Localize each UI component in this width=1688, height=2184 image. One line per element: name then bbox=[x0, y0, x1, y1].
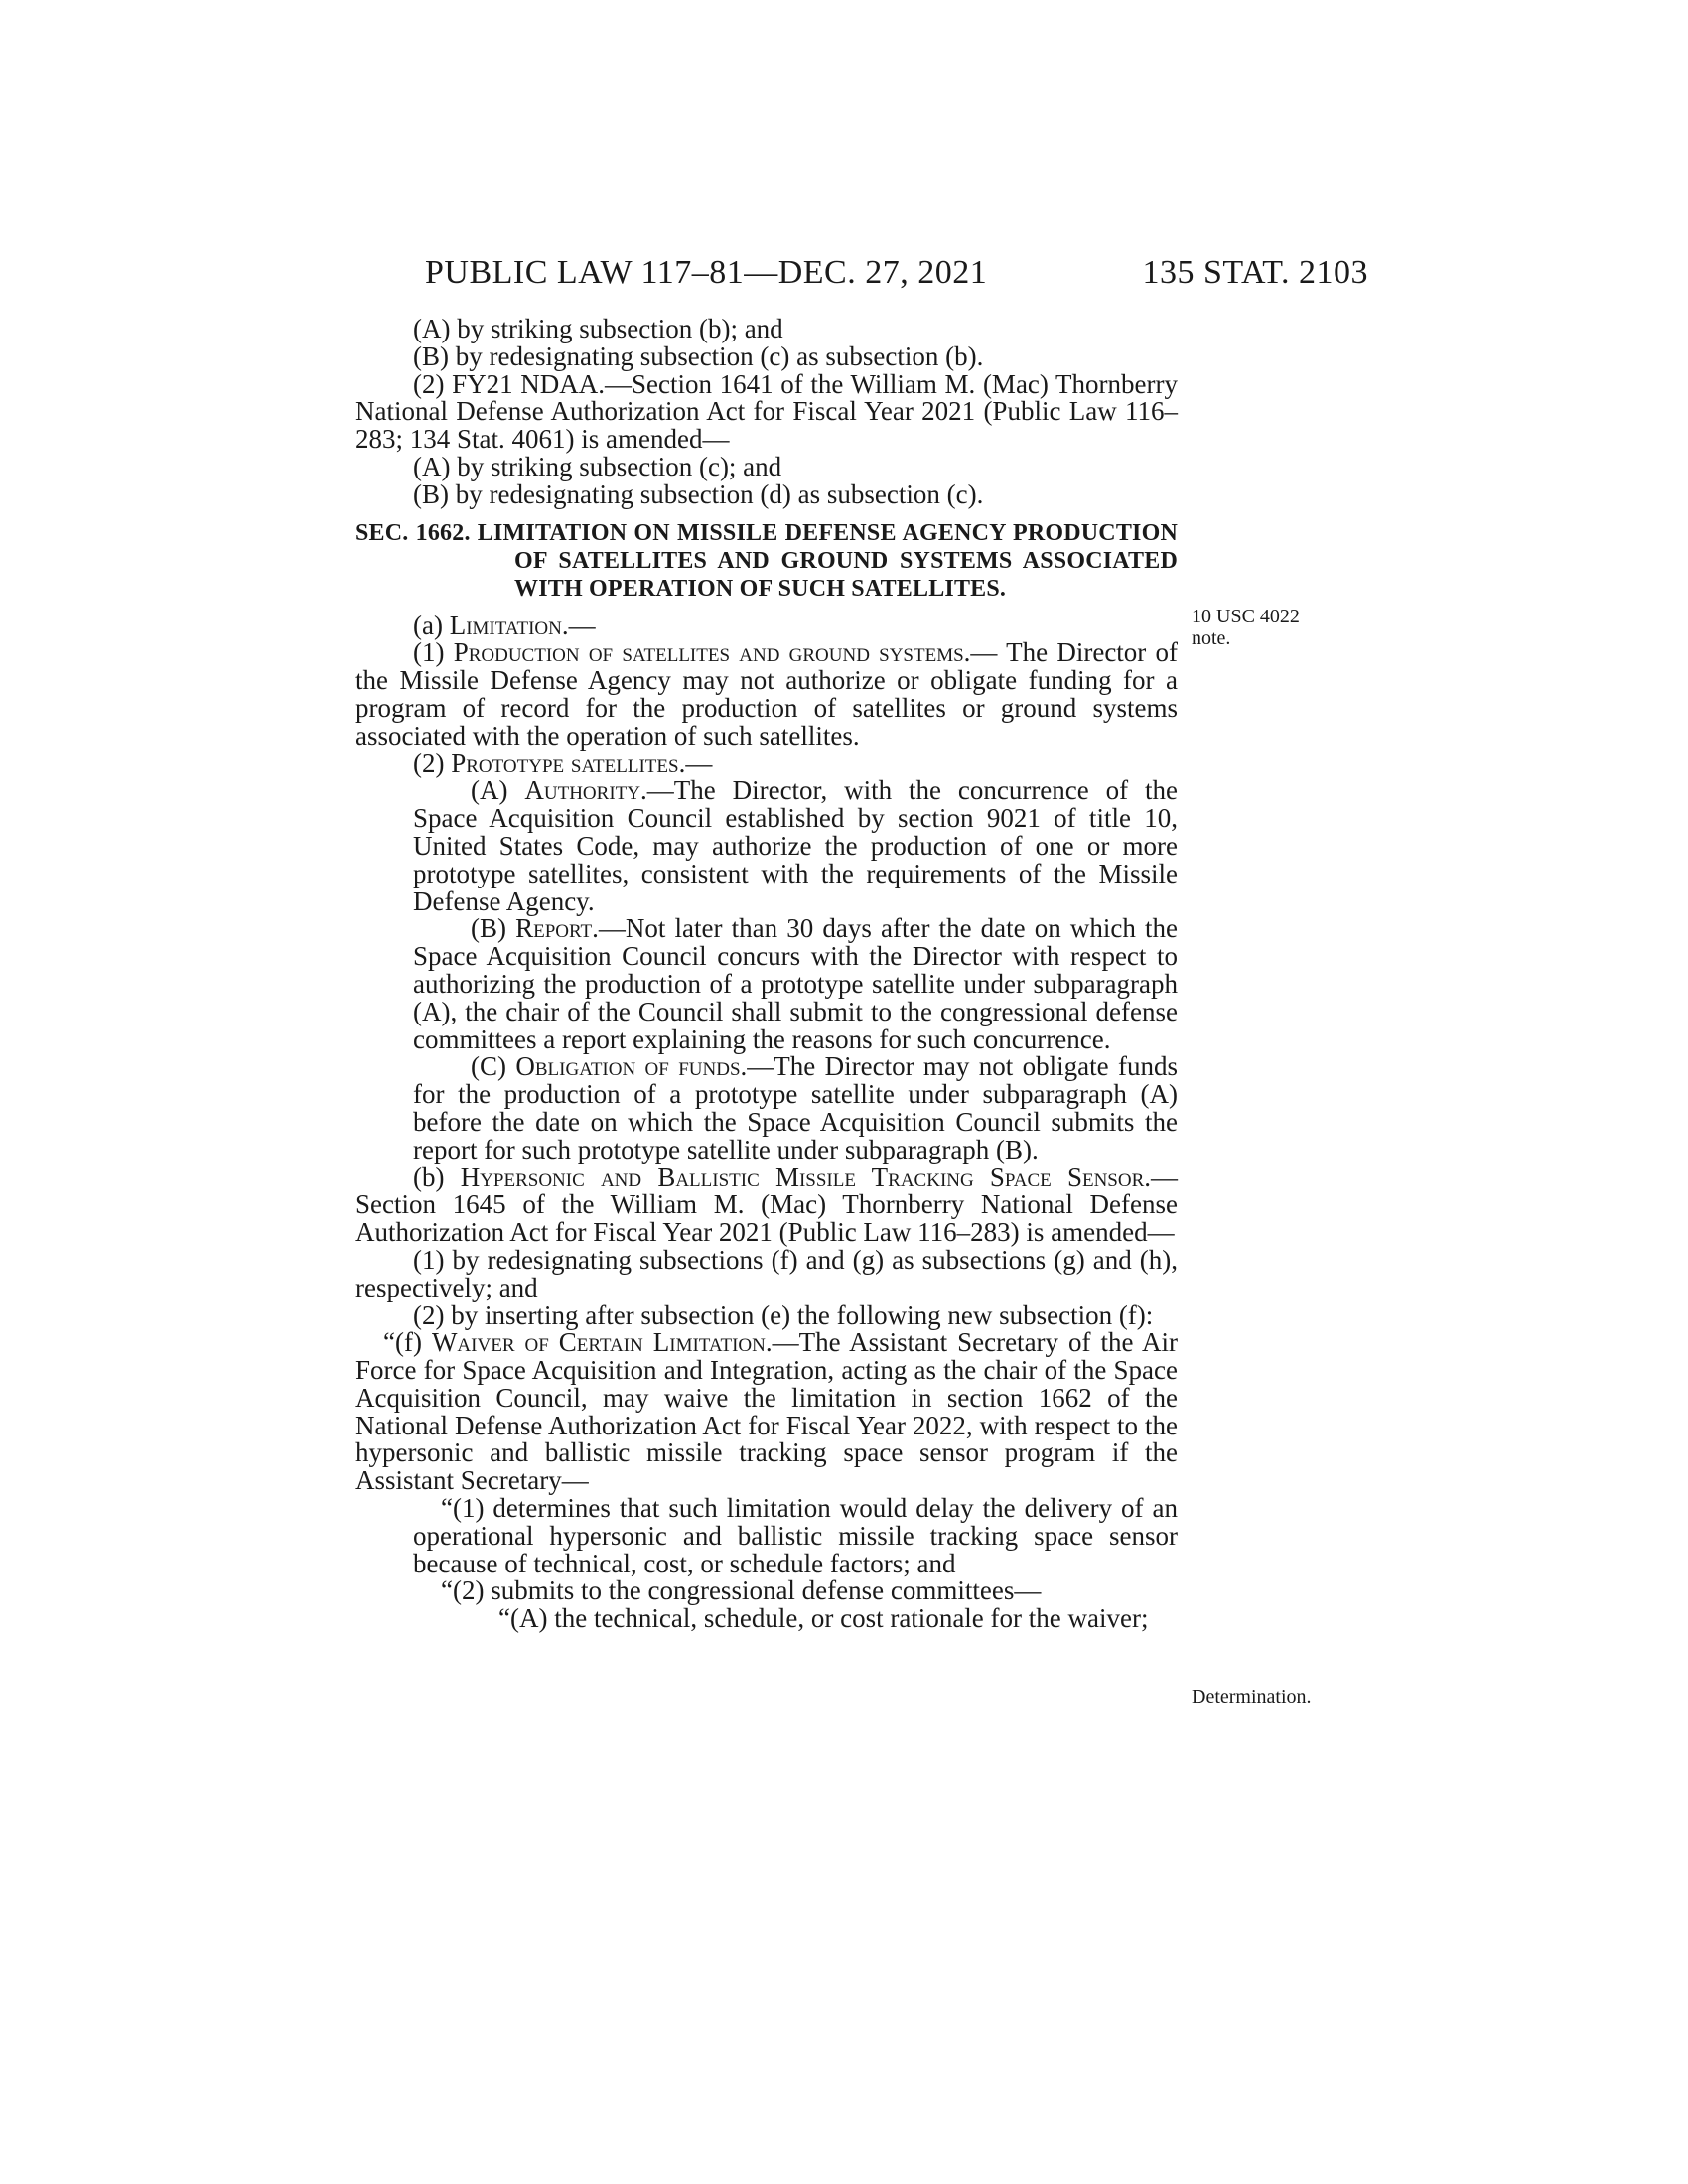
paragraph-1b: (B) by redesignating subsection (c) as subsection (b). bbox=[413, 341, 984, 371]
header-public-law: PUBLIC LAW 117–81—DEC. 27, 2021 bbox=[425, 254, 988, 291]
margin-note-usc bbox=[1192, 606, 1300, 649]
subparagraph-a-2-A: (A) Authority.—The Director, with the concurrence of the Space Acquisition Council established by section 9021 of title 10, United States Code, may authorize the production of one or more prototype satellites, consistent with the requirements of the Missile Defense Agency. bbox=[413, 775, 1179, 916]
quoted-f-2-A: “(A) the technical, schedule, or cost rationale for the waiver; bbox=[498, 1603, 1149, 1634]
subsection-a-2: (2) Prototype satellites.— bbox=[413, 748, 713, 778]
page-header bbox=[425, 254, 1368, 294]
paragraph-2b: (B) by redesignating subsection (d) as subsection (c). bbox=[413, 478, 984, 509]
paragraph-1a: (A) by striking subsection (b); and bbox=[413, 314, 783, 343]
margin-note-determination: Determination. bbox=[1192, 1686, 1312, 1707]
paragraph-2a: (A) by striking subsection (c); and bbox=[413, 451, 782, 481]
header-stat-page: 135 STAT. 2103 bbox=[1142, 254, 1368, 291]
margin-note-usc-line2: note. bbox=[1192, 627, 1231, 649]
subparagraph-a-2-B: (B) Report.—Not later than 30 days after the date on which the Space Acquisition Council concurs with the Director with respect to authorizing the production of a prototype satellite under subparagraph (A), the chair of the Council shall submit to the congressional defense committees a report explaining the reasons for such concurrence. bbox=[413, 913, 1178, 1054]
statute-body bbox=[355, 316, 1178, 1633]
subsection-a-1: (1) Production of satellites and ground systems.— The Director of the Missile Defense Agency may not authorize or obligate funding for a program of record for the production of satellites or ground systems associated with the operation of such satellites. bbox=[355, 637, 1179, 751]
quoted-f-2: “(2) submits to the congressional defense committees— bbox=[441, 1575, 1042, 1606]
subparagraph-a-2-C: (C) Obligation of funds.—The Director may not obligate funds for the production of a prototype satellite under subparagraph (A) before the date on which the Space Acquisition Council submits the report for such prototype satellite under subparagraph (B). bbox=[413, 1051, 1178, 1164]
subsection-a: (a) Limitation.— bbox=[413, 610, 596, 640]
margin-note-usc-line1: 10 USC 4022 bbox=[1192, 606, 1300, 627]
section-heading: SEC. 1662. LIMITATION ON MISSILE DEFENSE AGENCY PRODUCTION OF SATELLITES AND GROUND SYSTEMS ASSOCIATED WITH OPERATION OF SUCH SATELLITES. bbox=[355, 519, 1178, 602]
paragraph-2: (2) FY21 NDAA.—Section 1641 of the William M. (Mac) Thornberry National Defense Authorization Act for Fiscal Year 2021 (Public Law 116–283; 134 Stat. 4061) is amended— bbox=[355, 368, 1178, 455]
quoted-subsection-f: “(f) Waiver of Certain Limitation.—The Assistant Secretary of the Air Force for Space Acquisition and Integration, acting as the chair of the Space Acquisition Council, may waive the limitation in section 1662 of the National Defense Authorization Act for Fiscal Year 2022, with respect to the hypersonic and ballistic missile tracking space sensor program if the Assistant Secretary— bbox=[355, 1327, 1178, 1496]
subsection-b-1: (1) by redesignating subsections (f) and (g) as subsections (g) and (h), respectively; and bbox=[355, 1244, 1178, 1302]
subsection-b: (b) Hypersonic and Ballistic Missile Tracking Space Sensor.—Section 1645 of the William M. (Mac) Thornberry National Defense Authorization Act for Fiscal Year 2021 (Public Law 116–283) is amended— bbox=[355, 1161, 1178, 1248]
quoted-f-1: “(1) determines that such limitation would delay the delivery of an operational hypersonic and ballistic missile tracking space sensor because of technical, cost, or schedule factors; and bbox=[413, 1493, 1178, 1578]
subsection-b-2: (2) by inserting after subsection (e) the following new subsection (f): bbox=[413, 1299, 1154, 1330]
